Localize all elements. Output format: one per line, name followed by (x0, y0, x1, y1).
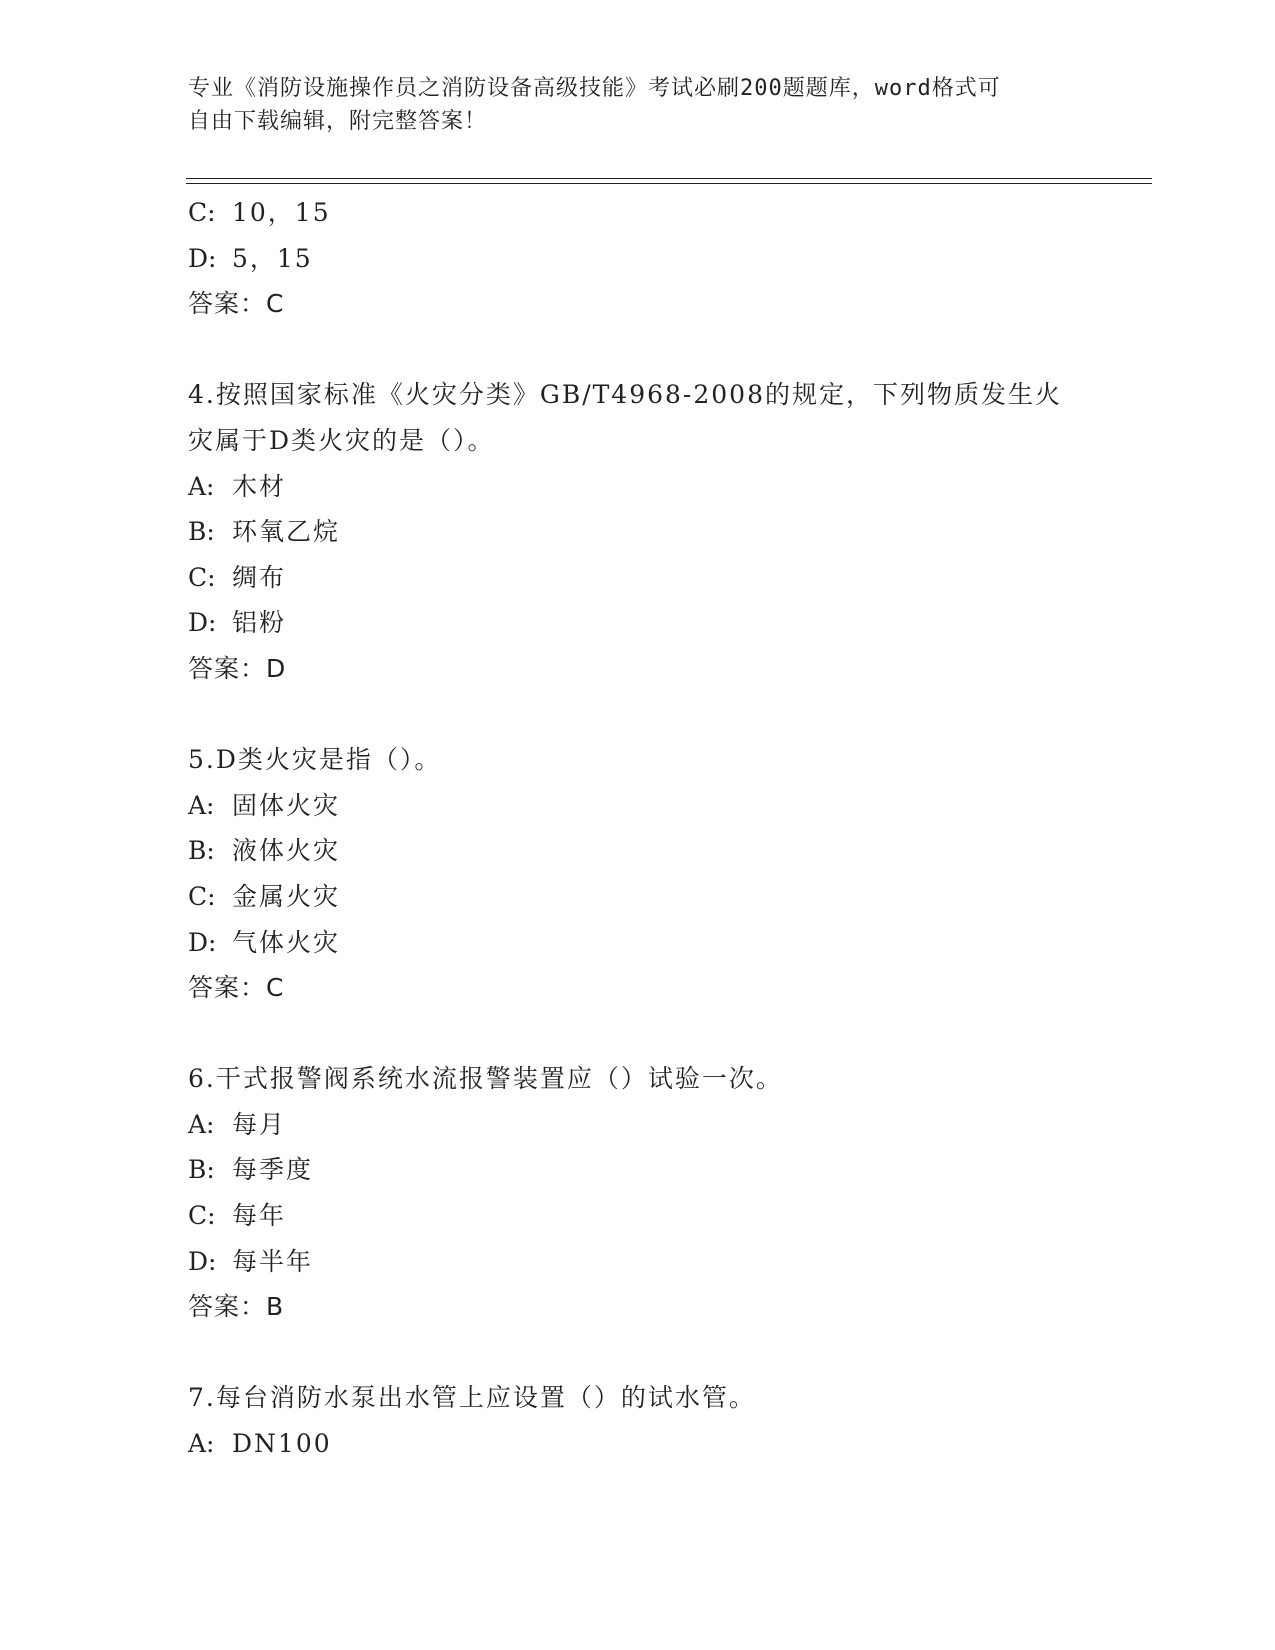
option-a (188, 783, 1118, 829)
option-letter: B: (188, 517, 215, 547)
option-b (188, 828, 1118, 874)
option-text: 环氧乙烷 (232, 517, 341, 547)
answer-line: 答案：C (188, 973, 285, 1003)
header-line-2: 自由下载编辑，附完整答案！ (188, 109, 488, 134)
option-d (188, 1239, 1118, 1285)
option-letter: D: (188, 927, 217, 957)
answer-line: 答案：B (188, 1292, 285, 1322)
option-letter: C: (188, 881, 216, 911)
option-text: 10，15 (232, 198, 331, 227)
option-c (188, 874, 1118, 920)
option-d (188, 600, 1118, 646)
option-letter: A: (188, 790, 215, 820)
option-b (188, 1147, 1118, 1193)
header-rule-top (186, 178, 1152, 179)
option-text: 每半年 (232, 1246, 314, 1276)
option-text: 每月 (232, 1109, 287, 1139)
option-c (188, 555, 1118, 601)
option-d (188, 920, 1118, 966)
option-text: 金属火灾 (232, 881, 341, 911)
document-header (188, 72, 1068, 138)
option-letter: A: (188, 1429, 215, 1459)
option-letter: B: (188, 1155, 215, 1185)
option-c (188, 190, 1118, 236)
option-text: 5，15 (232, 243, 313, 273)
option-d (188, 236, 1118, 282)
question-stem: 7.每台消防水泵出水管上应设置（）的试水管。 (188, 1383, 756, 1413)
option-text: 气体火灾 (232, 927, 341, 957)
option-text: 绸布 (232, 562, 287, 592)
option-letter: D: (188, 1246, 217, 1276)
option-text: 每季度 (232, 1155, 314, 1185)
header-line-1: 专业《消防设施操作员之消防设备高级技能》考试必刷200题题库，word格式可 (188, 76, 1001, 101)
option-b (188, 509, 1118, 555)
option-letter: C: (188, 1201, 216, 1231)
option-text: 液体火灾 (232, 836, 341, 866)
option-text: 每年 (232, 1201, 287, 1231)
option-a (188, 464, 1118, 510)
answer-line: 答案：D (188, 653, 287, 683)
option-a (188, 1421, 1118, 1467)
option-letter: D: (188, 243, 217, 273)
question-stem: 4.按照国家标准《火灾分类》GB/T4968-2008的规定，下列物质发生火 (188, 380, 1062, 410)
option-letter: B: (188, 836, 215, 866)
option-letter: C: (188, 198, 216, 227)
option-text: 木材 (232, 471, 287, 501)
question-list (188, 190, 1118, 1467)
option-text: DN100 (232, 1429, 332, 1459)
option-c (188, 1193, 1118, 1239)
option-text: 铝粉 (232, 608, 287, 638)
question-stem: 5.D类火灾是指（）。 (188, 745, 442, 775)
answer-line: 答案：C (188, 289, 285, 319)
option-letter: D: (188, 608, 217, 638)
question-stem-continued: 灾属于D类火灾的是（）。 (188, 425, 495, 455)
option-letter: C: (188, 562, 216, 592)
option-text: 固体火灾 (232, 790, 341, 820)
question-stem: 6.干式报警阀系统水流报警装置应（）试验一次。 (188, 1064, 783, 1094)
option-a (188, 1102, 1118, 1148)
option-letter: A: (188, 471, 215, 501)
header-rule-bottom (186, 183, 1152, 184)
option-letter: A: (188, 1109, 215, 1139)
